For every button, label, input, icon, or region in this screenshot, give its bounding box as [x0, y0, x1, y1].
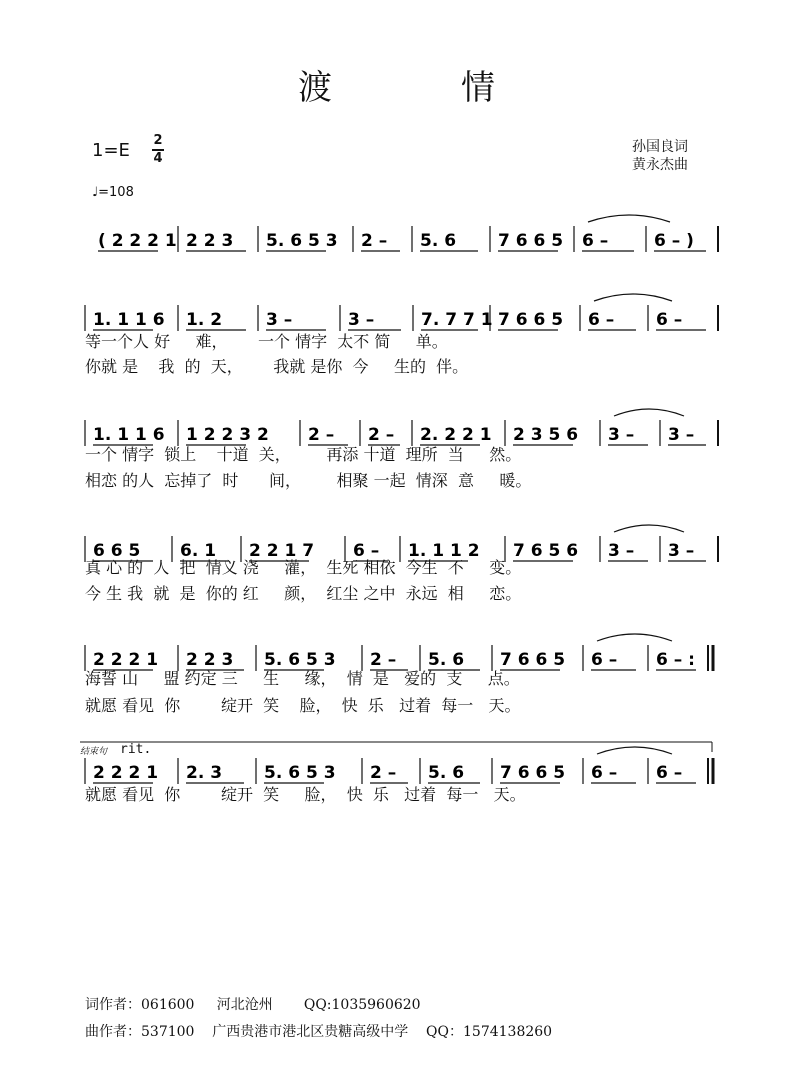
lyric-line: 海誓 山 盟 约定 三 生 缘， 情 是 爱的 支 点。 [85, 669, 520, 688]
measure-notes: 1. 1 1 6 [93, 310, 165, 330]
lyric-line: 一个 情字 锁上 十道 关， 再添 十道 理所 当 然。 [85, 445, 522, 464]
footer-lyricist-info: 词作者：061600 河北沧州 QQ:1035960620 [85, 997, 421, 1013]
lyric-line: 你就 是 我 的 天， 我就 是你 今 生的 伴。 [85, 357, 469, 376]
measure-notes: 5. 6 [428, 763, 465, 783]
key-signature: 1=E [92, 140, 130, 161]
lyric-line: 今 生 我 就 是 你的 红 颜， 红尘 之中 永远 相 恋。 [85, 584, 522, 603]
measure-notes: 6 – : [656, 650, 695, 670]
measure-notes: 2 – [308, 425, 335, 445]
measure-notes: 3 – [668, 425, 695, 445]
measure-notes: 7 6 6 5 [500, 763, 566, 783]
ritardando-marking: rit. [120, 742, 152, 757]
measure-notes: 1 2 2 3 2 [186, 425, 269, 445]
measure-notes: 3 – [608, 541, 635, 561]
measure-notes: 2 – [361, 231, 388, 251]
measure-notes: 1. 1 1 2 [408, 541, 480, 561]
measure-notes: 2 – [370, 650, 397, 670]
lyric-line: 相恋 的人 忘掉了 时 间， 相聚 一起 情深 意 暖。 [85, 471, 532, 490]
measure-notes: ( 2 2 2 1 [98, 231, 177, 251]
lyric-line: 就愿 看见 你 绽开 笑 脸， 快 乐 过着 每一 天。 [85, 785, 526, 804]
measure-notes: 2. 3 [186, 763, 223, 783]
tie-arc [614, 525, 684, 532]
measure-notes: 2 2 2 1 [93, 763, 159, 783]
measure-notes: 3 – [608, 425, 635, 445]
tie-arc [597, 747, 672, 754]
title-char-1: 渡 [298, 68, 332, 108]
measure-notes: 7. 7 7 1 [421, 310, 493, 330]
measure-notes: 2 2 3 [186, 231, 234, 251]
time-signature-top: 2 [153, 133, 163, 148]
measure-notes: 7 6 6 5 [498, 231, 564, 251]
measure-notes: 1. 1 1 6 [93, 425, 165, 445]
tempo-marking: ♩=108 [92, 185, 134, 200]
tie-arc [614, 409, 684, 416]
measure-notes: 6 – [353, 541, 380, 561]
tie-arc [597, 634, 672, 641]
measure-notes: 6 – [656, 310, 683, 330]
tie-arc [594, 294, 672, 301]
measure-notes: 5. 6 5 3 [264, 763, 336, 783]
measure-notes: 2 2 1 7 [249, 541, 315, 561]
measure-notes: 2 2 3 [186, 650, 234, 670]
measure-notes: 7 6 6 5 [500, 650, 566, 670]
time-signature-bottom: 4 [153, 151, 163, 166]
composer: 黄永杰曲 [632, 157, 688, 173]
title-char-2: 情 [461, 68, 495, 108]
measure-notes: 1. 2 [186, 310, 223, 330]
measure-notes: 2. 2 2 1 [420, 425, 492, 445]
ending-label: 结束句 [80, 747, 108, 757]
measure-notes: 7 6 6 5 [498, 310, 564, 330]
measure-notes: 6 – [588, 310, 615, 330]
measure-notes: 2 3 5 6 [513, 425, 579, 445]
measure-notes: 2 2 2 1 [93, 650, 159, 670]
measure-notes: 5. 6 5 3 [266, 231, 338, 251]
measure-notes: 3 – [348, 310, 375, 330]
measure-notes: 5. 6 5 3 [264, 650, 336, 670]
measure-notes: 6 – [591, 650, 618, 670]
measure-notes: 2 – [370, 763, 397, 783]
lyricist: 孙国良词 [632, 139, 688, 155]
measure-notes: 6 – ) [654, 231, 694, 251]
tie-arc [588, 215, 670, 222]
measure-notes: 6. 1 [180, 541, 217, 561]
measure-notes: 6 6 5 [93, 541, 141, 561]
measure-notes: 6 – [582, 231, 609, 251]
measure-notes: 6 – [591, 763, 618, 783]
measure-notes: 6 – [656, 763, 683, 783]
measure-notes: 5. 6 [428, 650, 465, 670]
measure-notes: 3 – [266, 310, 293, 330]
measure-notes: 5. 6 [420, 231, 457, 251]
measure-notes: 3 – [668, 541, 695, 561]
lyric-line: 真 心 的 人 把 情义 浇 灌， 生死 相依 今生 不 变。 [85, 558, 522, 577]
lyric-line: 就愿 看见 你 绽开 笑 脸， 快 乐 过着 每一 天。 [85, 696, 521, 715]
footer-composer-info: 曲作者：537100 广西贵港市港北区贵糖高级中学 QQ：1574138260 [85, 1024, 553, 1040]
measure-notes: 2 – [368, 425, 395, 445]
lyric-line: 等一个人 好 难， 一个 情字 太不 简 单。 [85, 332, 448, 351]
measure-notes: 7 6 5 6 [513, 541, 579, 561]
